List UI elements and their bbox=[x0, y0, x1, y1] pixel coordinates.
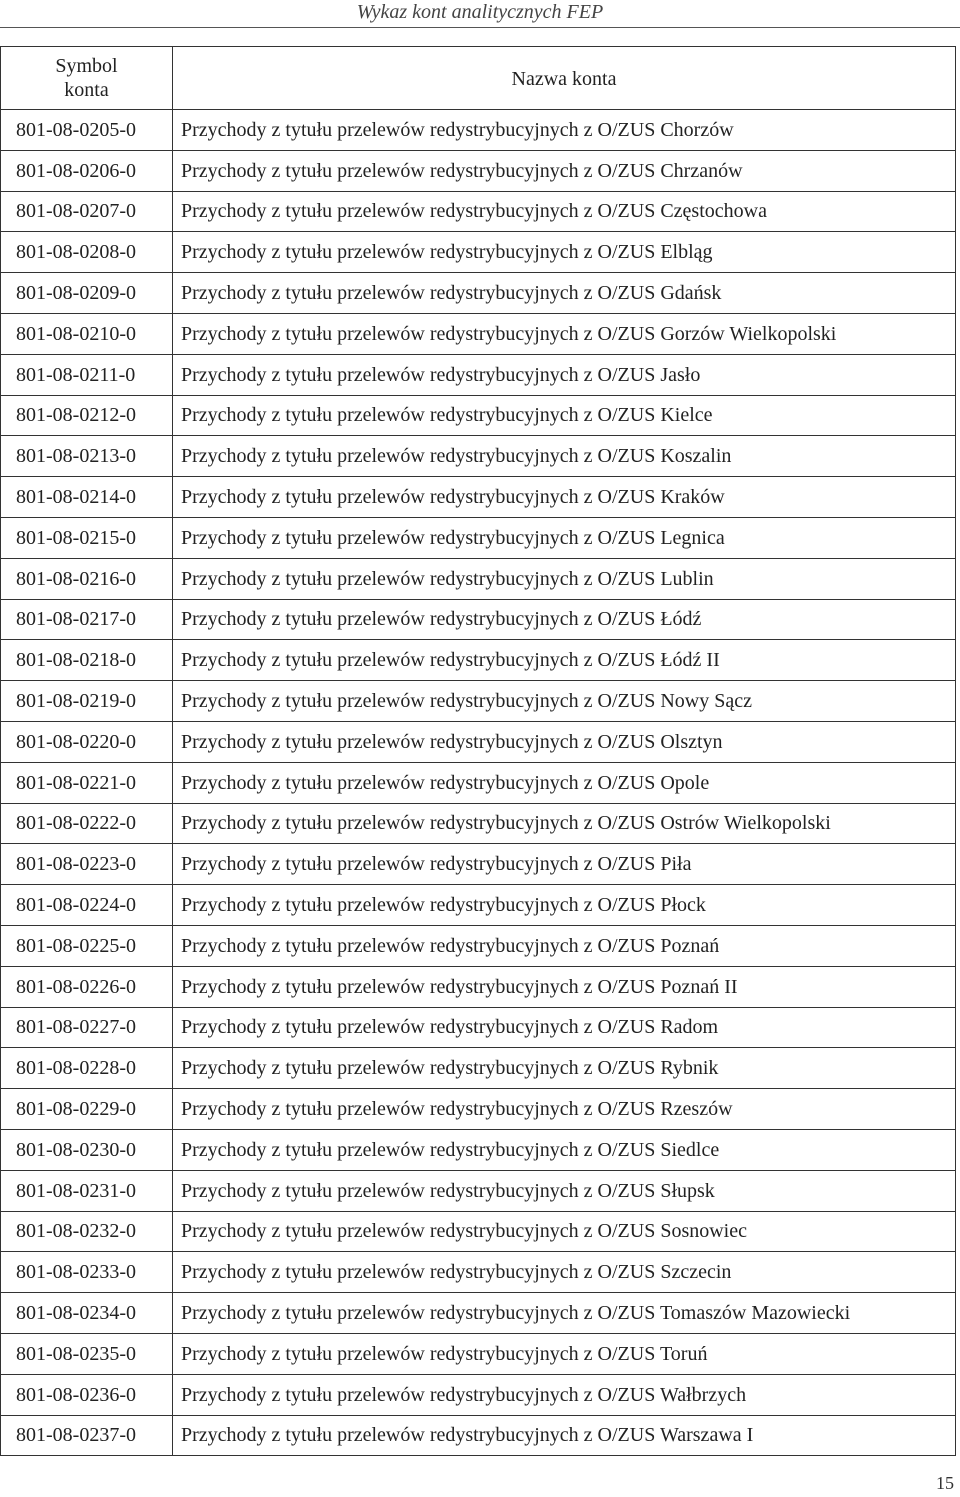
table-row bbox=[1, 1170, 956, 1211]
running-header: Wykaz kont analitycznych FEP bbox=[356, 1, 604, 23]
account-name: Przychody z tytułu przelewów redystrybucyjnych z O/ZUS Siedlce bbox=[173, 1129, 956, 1170]
account-symbol: 801-08-0209-0 bbox=[1, 273, 173, 314]
table-row bbox=[1, 436, 956, 477]
table-header-row bbox=[1, 47, 956, 110]
table-row bbox=[1, 1129, 956, 1170]
table-row bbox=[1, 966, 956, 1007]
account-symbol: 801-08-0228-0 bbox=[1, 1048, 173, 1089]
account-name: Przychody z tytułu przelewów redystrybucyjnych z O/ZUS Gdańsk bbox=[173, 273, 956, 314]
table-row bbox=[1, 313, 956, 354]
account-name: Przychody z tytułu przelewów redystrybucyjnych z O/ZUS Kraków bbox=[173, 477, 956, 518]
table-row bbox=[1, 681, 956, 722]
table-row bbox=[1, 517, 956, 558]
page-number: 15 bbox=[936, 1473, 954, 1493]
account-symbol: 801-08-0236-0 bbox=[1, 1374, 173, 1415]
account-symbol: 801-08-0217-0 bbox=[1, 599, 173, 640]
account-symbol: 801-08-0214-0 bbox=[1, 477, 173, 518]
account-name: Przychody z tytułu przelewów redystrybucyjnych z O/ZUS Gorzów Wielkopolski bbox=[173, 313, 956, 354]
account-symbol: 801-08-0237-0 bbox=[1, 1415, 173, 1456]
table-row bbox=[1, 844, 956, 885]
account-symbol: 801-08-0233-0 bbox=[1, 1252, 173, 1293]
account-name: Przychody z tytułu przelewów redystrybucyjnych z O/ZUS Opole bbox=[173, 762, 956, 803]
account-symbol: 801-08-0232-0 bbox=[1, 1211, 173, 1252]
table-row bbox=[1, 191, 956, 232]
table-row bbox=[1, 395, 956, 436]
account-name: Przychody z tytułu przelewów redystrybucyjnych z O/ZUS Warszawa I bbox=[173, 1415, 956, 1456]
account-name: Przychody z tytułu przelewów redystrybucyjnych z O/ZUS Tomaszów Mazowiecki bbox=[173, 1293, 956, 1334]
account-symbol: 801-08-0223-0 bbox=[1, 844, 173, 885]
account-name: Przychody z tytułu przelewów redystrybucyjnych z O/ZUS Częstochowa bbox=[173, 191, 956, 232]
table-header bbox=[1, 47, 956, 110]
table-row bbox=[1, 721, 956, 762]
table-row bbox=[1, 640, 956, 681]
account-symbol: 801-08-0215-0 bbox=[1, 517, 173, 558]
table-row bbox=[1, 599, 956, 640]
account-symbol: 801-08-0234-0 bbox=[1, 1293, 173, 1334]
table-row bbox=[1, 803, 956, 844]
account-symbol: 801-08-0226-0 bbox=[1, 966, 173, 1007]
account-symbol: 801-08-0235-0 bbox=[1, 1333, 173, 1374]
table-row bbox=[1, 232, 956, 273]
table-row bbox=[1, 1089, 956, 1130]
account-symbol: 801-08-0205-0 bbox=[1, 110, 173, 151]
account-symbol: 801-08-0221-0 bbox=[1, 762, 173, 803]
account-symbol: 801-08-0218-0 bbox=[1, 640, 173, 681]
table-row bbox=[1, 762, 956, 803]
account-name: Przychody z tytułu przelewów redystrybucyjnych z O/ZUS Rybnik bbox=[173, 1048, 956, 1089]
account-symbol: 801-08-0231-0 bbox=[1, 1170, 173, 1211]
account-symbol: 801-08-0225-0 bbox=[1, 925, 173, 966]
table-row bbox=[1, 1333, 956, 1374]
account-name: Przychody z tytułu przelewów redystrybucyjnych z O/ZUS Chrzanów bbox=[173, 150, 956, 191]
account-symbol: 801-08-0206-0 bbox=[1, 150, 173, 191]
table-row bbox=[1, 354, 956, 395]
account-symbol: 801-08-0219-0 bbox=[1, 681, 173, 722]
account-name: Przychody z tytułu przelewów redystrybucyjnych z O/ZUS Poznań bbox=[173, 925, 956, 966]
account-name: Przychody z tytułu przelewów redystrybucyjnych z O/ZUS Słupsk bbox=[173, 1170, 956, 1211]
account-name: Przychody z tytułu przelewów redystrybucyjnych z O/ZUS Jasło bbox=[173, 354, 956, 395]
account-symbol: 801-08-0208-0 bbox=[1, 232, 173, 273]
account-name: Przychody z tytułu przelewów redystrybucyjnych z O/ZUS Piła bbox=[173, 844, 956, 885]
account-name: Przychody z tytułu przelewów redystrybucyjnych z O/ZUS Olsztyn bbox=[173, 721, 956, 762]
table-row bbox=[1, 1415, 956, 1456]
account-symbol: 801-08-0230-0 bbox=[1, 1129, 173, 1170]
table-row bbox=[1, 1374, 956, 1415]
table-row bbox=[1, 1293, 956, 1334]
account-symbol: 801-08-0212-0 bbox=[1, 395, 173, 436]
account-symbol: 801-08-0229-0 bbox=[1, 1089, 173, 1130]
account-name: Przychody z tytułu przelewów redystrybucyjnych z O/ZUS Ostrów Wielkopolski bbox=[173, 803, 956, 844]
account-symbol: 801-08-0220-0 bbox=[1, 721, 173, 762]
account-name: Przychody z tytułu przelewów redystrybucyjnych z O/ZUS Płock bbox=[173, 885, 956, 926]
table-row bbox=[1, 1211, 956, 1252]
account-name: Przychody z tytułu przelewów redystrybucyjnych z O/ZUS Radom bbox=[173, 1007, 956, 1048]
account-symbol: 801-08-0207-0 bbox=[1, 191, 173, 232]
account-name: Przychody z tytułu przelewów redystrybucyjnych z O/ZUS Łódź II bbox=[173, 640, 956, 681]
account-symbol: 801-08-0224-0 bbox=[1, 885, 173, 926]
account-name: Przychody z tytułu przelewów redystrybucyjnych z O/ZUS Lublin bbox=[173, 558, 956, 599]
account-name: Przychody z tytułu przelewów redystrybucyjnych z O/ZUS Szczecin bbox=[173, 1252, 956, 1293]
account-symbol: 801-08-0222-0 bbox=[1, 803, 173, 844]
account-name: Przychody z tytułu przelewów redystrybucyjnych z O/ZUS Rzeszów bbox=[173, 1089, 956, 1130]
account-name: Przychody z tytułu przelewów redystrybucyjnych z O/ZUS Wałbrzych bbox=[173, 1374, 956, 1415]
accounts-table bbox=[0, 46, 956, 1456]
account-name: Przychody z tytułu przelewów redystrybucyjnych z O/ZUS Poznań II bbox=[173, 966, 956, 1007]
account-name: Przychody z tytułu przelewów redystrybucyjnych z O/ZUS Koszalin bbox=[173, 436, 956, 477]
account-name: Przychody z tytułu przelewów redystrybucyjnych z O/ZUS Nowy Sącz bbox=[173, 681, 956, 722]
table-row bbox=[1, 477, 956, 518]
header-rule bbox=[0, 27, 960, 28]
account-name: Przychody z tytułu przelewów redystrybucyjnych z O/ZUS Toruń bbox=[173, 1333, 956, 1374]
account-name: Przychody z tytułu przelewów redystrybucyjnych z O/ZUS Sosnowiec bbox=[173, 1211, 956, 1252]
table-row bbox=[1, 273, 956, 314]
table-row bbox=[1, 1007, 956, 1048]
table-body bbox=[1, 110, 956, 1456]
account-symbol: 801-08-0210-0 bbox=[1, 313, 173, 354]
account-name: Przychody z tytułu przelewów redystrybucyjnych z O/ZUS Legnica bbox=[173, 517, 956, 558]
account-symbol: 801-08-0227-0 bbox=[1, 1007, 173, 1048]
table-row bbox=[1, 925, 956, 966]
table-row bbox=[1, 885, 956, 926]
table-row bbox=[1, 1048, 956, 1089]
table-row bbox=[1, 150, 956, 191]
account-symbol: 801-08-0213-0 bbox=[1, 436, 173, 477]
account-name: Przychody z tytułu przelewów redystrybucyjnych z O/ZUS Kielce bbox=[173, 395, 956, 436]
account-name: Przychody z tytułu przelewów redystrybucyjnych z O/ZUS Chorzów bbox=[173, 110, 956, 151]
column-header-name: Nazwa konta bbox=[173, 47, 956, 110]
account-symbol: 801-08-0211-0 bbox=[1, 354, 173, 395]
table-row bbox=[1, 110, 956, 151]
table-row bbox=[1, 1252, 956, 1293]
account-symbol: 801-08-0216-0 bbox=[1, 558, 173, 599]
account-name: Przychody z tytułu przelewów redystrybucyjnych z O/ZUS Łódź bbox=[173, 599, 956, 640]
table-row bbox=[1, 558, 956, 599]
account-name: Przychody z tytułu przelewów redystrybucyjnych z O/ZUS Elbląg bbox=[173, 232, 956, 273]
column-header-symbol: Symbol konta bbox=[1, 47, 173, 110]
